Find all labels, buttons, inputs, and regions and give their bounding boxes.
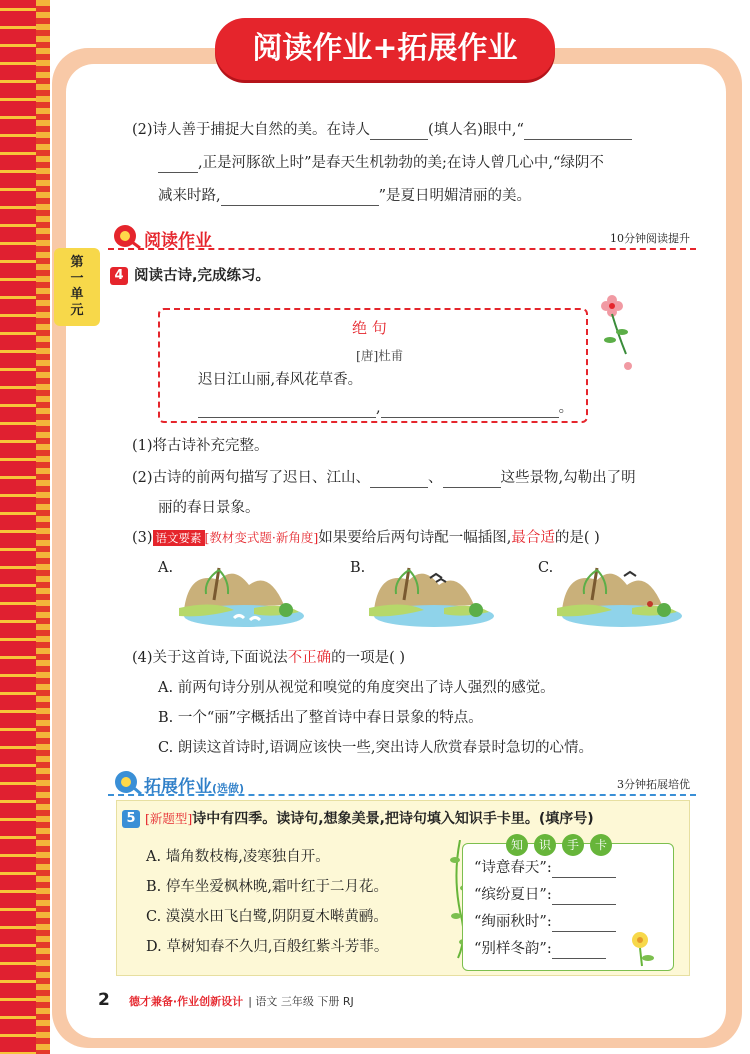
poem-line-2: , 。: [198, 398, 573, 418]
tag-language-element: 语文要素: [153, 530, 205, 546]
q4-sub2-line1: (2)古诗的前两句描写了迟日、江山、 、 这些景物,勾勒出了明: [132, 470, 636, 486]
poem-title: 绝 句: [352, 319, 387, 337]
answer-blank[interactable]: [552, 889, 616, 905]
card-title-char: 手: [562, 834, 584, 856]
poem-option-a: A. 墙角数枝梅,凌寒独自开。: [146, 849, 330, 865]
card-title-char: 识: [534, 834, 556, 856]
answer-blank[interactable]: [221, 190, 379, 206]
page-banner: 阅读作业+拓展作业: [215, 18, 555, 80]
q4-sub1: (1)将古诗补充完整。: [132, 438, 269, 454]
dandelion-icon: [628, 928, 658, 968]
side-tab-char: 单: [70, 287, 84, 302]
card-row-autumn: “绚丽秋时”:: [474, 912, 616, 932]
answer-blank[interactable]: [552, 862, 616, 878]
answer-blank[interactable]: [552, 943, 606, 959]
scene-option-a-image[interactable]: [174, 560, 304, 630]
answer-blank[interactable]: [370, 124, 428, 140]
tag-new-type: [新题型]: [145, 811, 193, 826]
page-footer: [98, 990, 354, 1010]
answer-blank[interactable]: [370, 472, 428, 488]
footer-info: | 语文 三年级 下册 RJ: [248, 995, 354, 1008]
q4-sub4-option-a[interactable]: A. 前两句诗分别从视觉和嗅觉的角度突出了诗人强烈的感觉。: [158, 680, 555, 696]
side-tab-char: 第: [70, 255, 84, 270]
q5-instruction: [新题型]诗中有四季。读诗句,想象美景,把诗句填入知识手卡里。(填序号): [145, 811, 594, 827]
q4-sub4-option-b[interactable]: B. 一个“丽”字概括出了整首诗中春日景象的特点。: [158, 710, 483, 726]
q2-line2: ,正是河豚欲上时”是春天生机勃勃的美;在诗人曾几心中,“绿阴不: [158, 153, 604, 173]
page-number: 2: [98, 990, 110, 1010]
footer-brand: 德才兼备·作业创新设计: [128, 995, 244, 1008]
flower-mascot-icon: [112, 222, 142, 250]
q4-sub3: (3) 语文要素 [教材变式题·新角度]如果要给后两句诗配一幅插图,最合适的是( ): [132, 530, 600, 546]
unit-side-tab: [54, 248, 100, 326]
poem-option-b: B. 停车坐爱枫林晚,霜叶红于二月花。: [146, 879, 388, 895]
scene-option-c-image[interactable]: [552, 560, 682, 630]
option-label-a: A.: [158, 560, 174, 576]
extension-time-note: 3分钟拓展培优: [613, 776, 690, 792]
fish-mascot-icon: [112, 768, 142, 796]
reading-time-note: 10分钟阅读提升: [606, 230, 690, 246]
decorative-left-strip: [0, 0, 50, 1054]
q2-line1: (2)诗人善于捕捉大自然的美。在诗人 (填人名)眼中,“: [132, 120, 632, 140]
side-tab-char: 元: [70, 303, 84, 318]
answer-blank[interactable]: [158, 157, 198, 173]
option-label-b: B.: [350, 560, 366, 576]
answer-blank[interactable]: [381, 402, 559, 418]
q4-instruction: 阅读古诗,完成练习。: [134, 268, 271, 284]
answer-blank[interactable]: [524, 124, 632, 140]
question-number-badge: 5: [122, 810, 140, 828]
q4-sub4-option-c[interactable]: C. 朗读这首诗时,语调应该快一些,突出诗人欣赏春景时急切的心情。: [158, 740, 594, 756]
poem-box: [158, 308, 588, 423]
scene-option-b-image[interactable]: [364, 560, 494, 630]
card-row-summer: “缤纷夏日”:: [474, 885, 616, 905]
card-row-winter: “别样冬韵”:: [474, 939, 606, 959]
poem-author: [唐]杜甫: [356, 348, 404, 363]
poem-option-d: D. 草树知春不久归,百般红紫斗芳菲。: [146, 939, 389, 955]
side-tab-char: 一: [70, 271, 84, 286]
q4-sub4: (4)关于这首诗,下面说法不正确的一项是( ): [132, 650, 406, 666]
tag-variant-question: [教材变式题·新角度]: [204, 530, 319, 545]
card-title-char: 知: [506, 834, 528, 856]
answer-blank[interactable]: [552, 916, 616, 932]
answer-blank[interactable]: [443, 472, 501, 488]
card-title-char: 卡: [590, 834, 612, 856]
extension-section-header: [108, 768, 696, 798]
reading-section-title: 阅读作业: [144, 231, 212, 251]
poem-option-c: C. 漠漠水田飞白鹭,阴阴夏木啭黄鹂。: [146, 909, 388, 925]
option-label-c: C.: [538, 560, 554, 576]
card-row-spring: “诗意春天”:: [474, 858, 616, 878]
reading-section-header: [108, 222, 696, 252]
answer-blank[interactable]: [198, 402, 376, 418]
question-number-badge: 4: [110, 267, 128, 285]
flower-branch-icon: [596, 294, 640, 378]
extension-section-title: 拓展作业(选做): [144, 777, 245, 797]
q4-sub2-line2: 丽的春日景象。: [158, 500, 260, 516]
poem-line-1: 迟日江山丽,春风花草香。: [198, 372, 363, 388]
q2-line3: 减来时路, ”是夏日明媚清丽的美。: [158, 188, 532, 204]
